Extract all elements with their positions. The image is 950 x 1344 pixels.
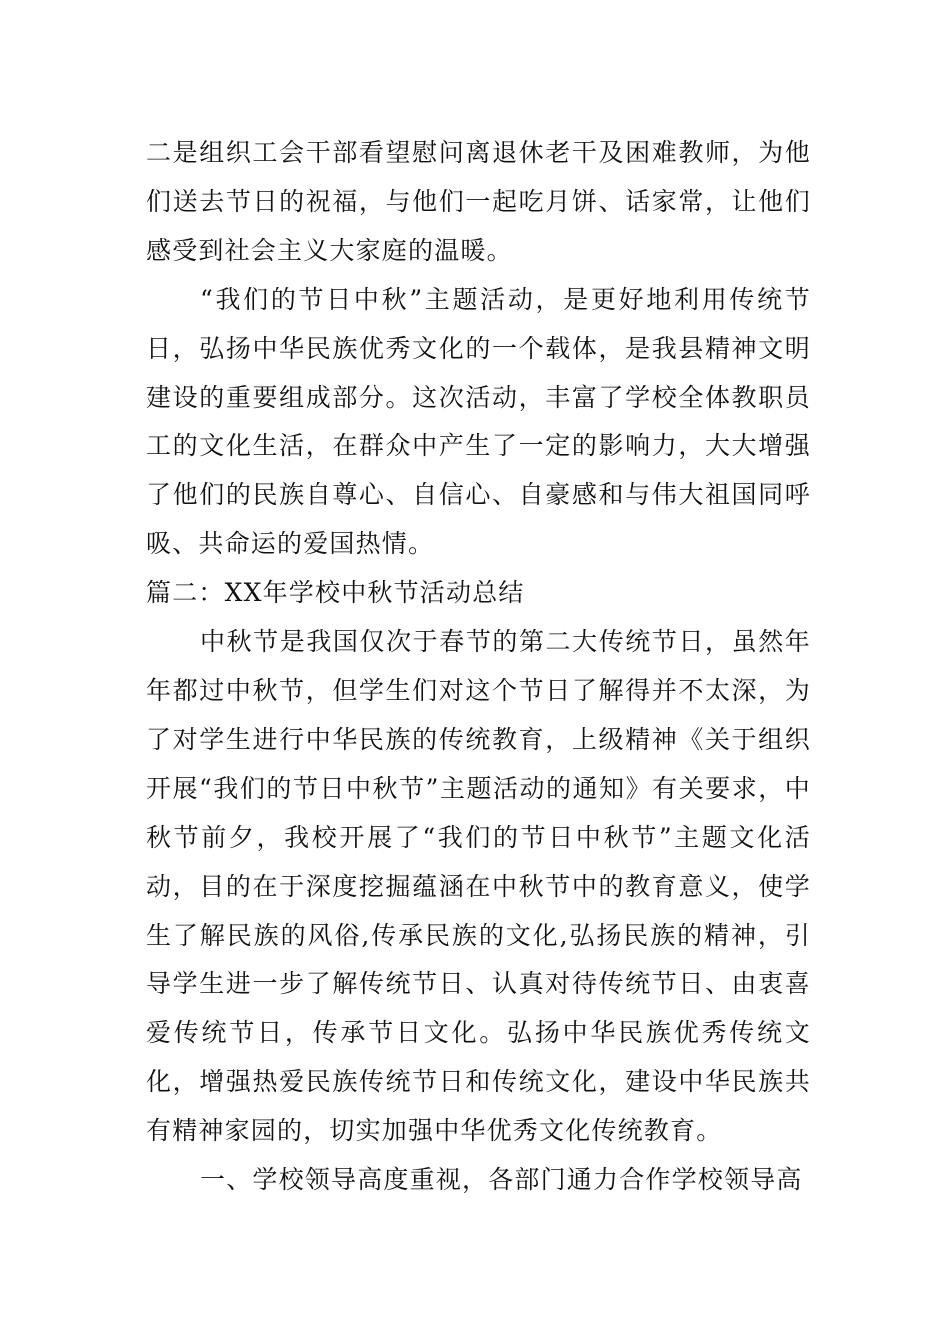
section-heading: 篇二：XX年学校中秋节活动总结 bbox=[146, 578, 525, 608]
paragraph-theme-activity: “我们的节日中秋”主题活动，是更好地利用传统节日，弘扬中华民族优秀文化的一个载体，是我县精神文明建设的重要组成部分。这次活动，丰富了学校全体教职员工的文化生活，在群众中产生了一定的影响力，大大增强了他们的民族自尊心、自信心、自豪感和与伟大祖国同呼吸、共命运的爱国热情。 bbox=[146, 284, 811, 559]
paragraph-mid-autumn-intro: 中秋节是我国仅次于春节的第二大传统节日，虽然年年都过中秋节，但学生们对这个节日了解得并不太深，为了对学生进行中华民族的传统教育，上级精神《关于组织开展“我们的节日中秋节”主题活动的通知》有关要求，中秋节前夕，我校开展了“我们的节日中秋节”主题文化活动，目的在于深度挖掘蕴涵在中秋节中的教育意义，使学生了解民族的风俗,传承民族的文化,弘扬民族的精神，引导学生进一步了解传统节日、认真对待传统节日、由衷喜爱传统节日，传承节日文化。弘扬中华民族优秀传统文化，增强热爱民族传统节日和传统文化，建设中华民族共有精神家园的，切实加强中华优秀文化传统教育。 bbox=[146, 627, 811, 1146]
document-page bbox=[146, 129, 811, 1205]
paragraph-leadership: 一、学校领导高度重视，各部门通力合作学校领导高 bbox=[200, 1165, 803, 1195]
paragraph-union-visit: 二是组织工会干部看望慰问离退休老干及困难教师，为他们送去节日的祝福，与他们一起吃月饼、话家常，让他们感受到社会主义大家庭的温暖。 bbox=[146, 138, 811, 265]
